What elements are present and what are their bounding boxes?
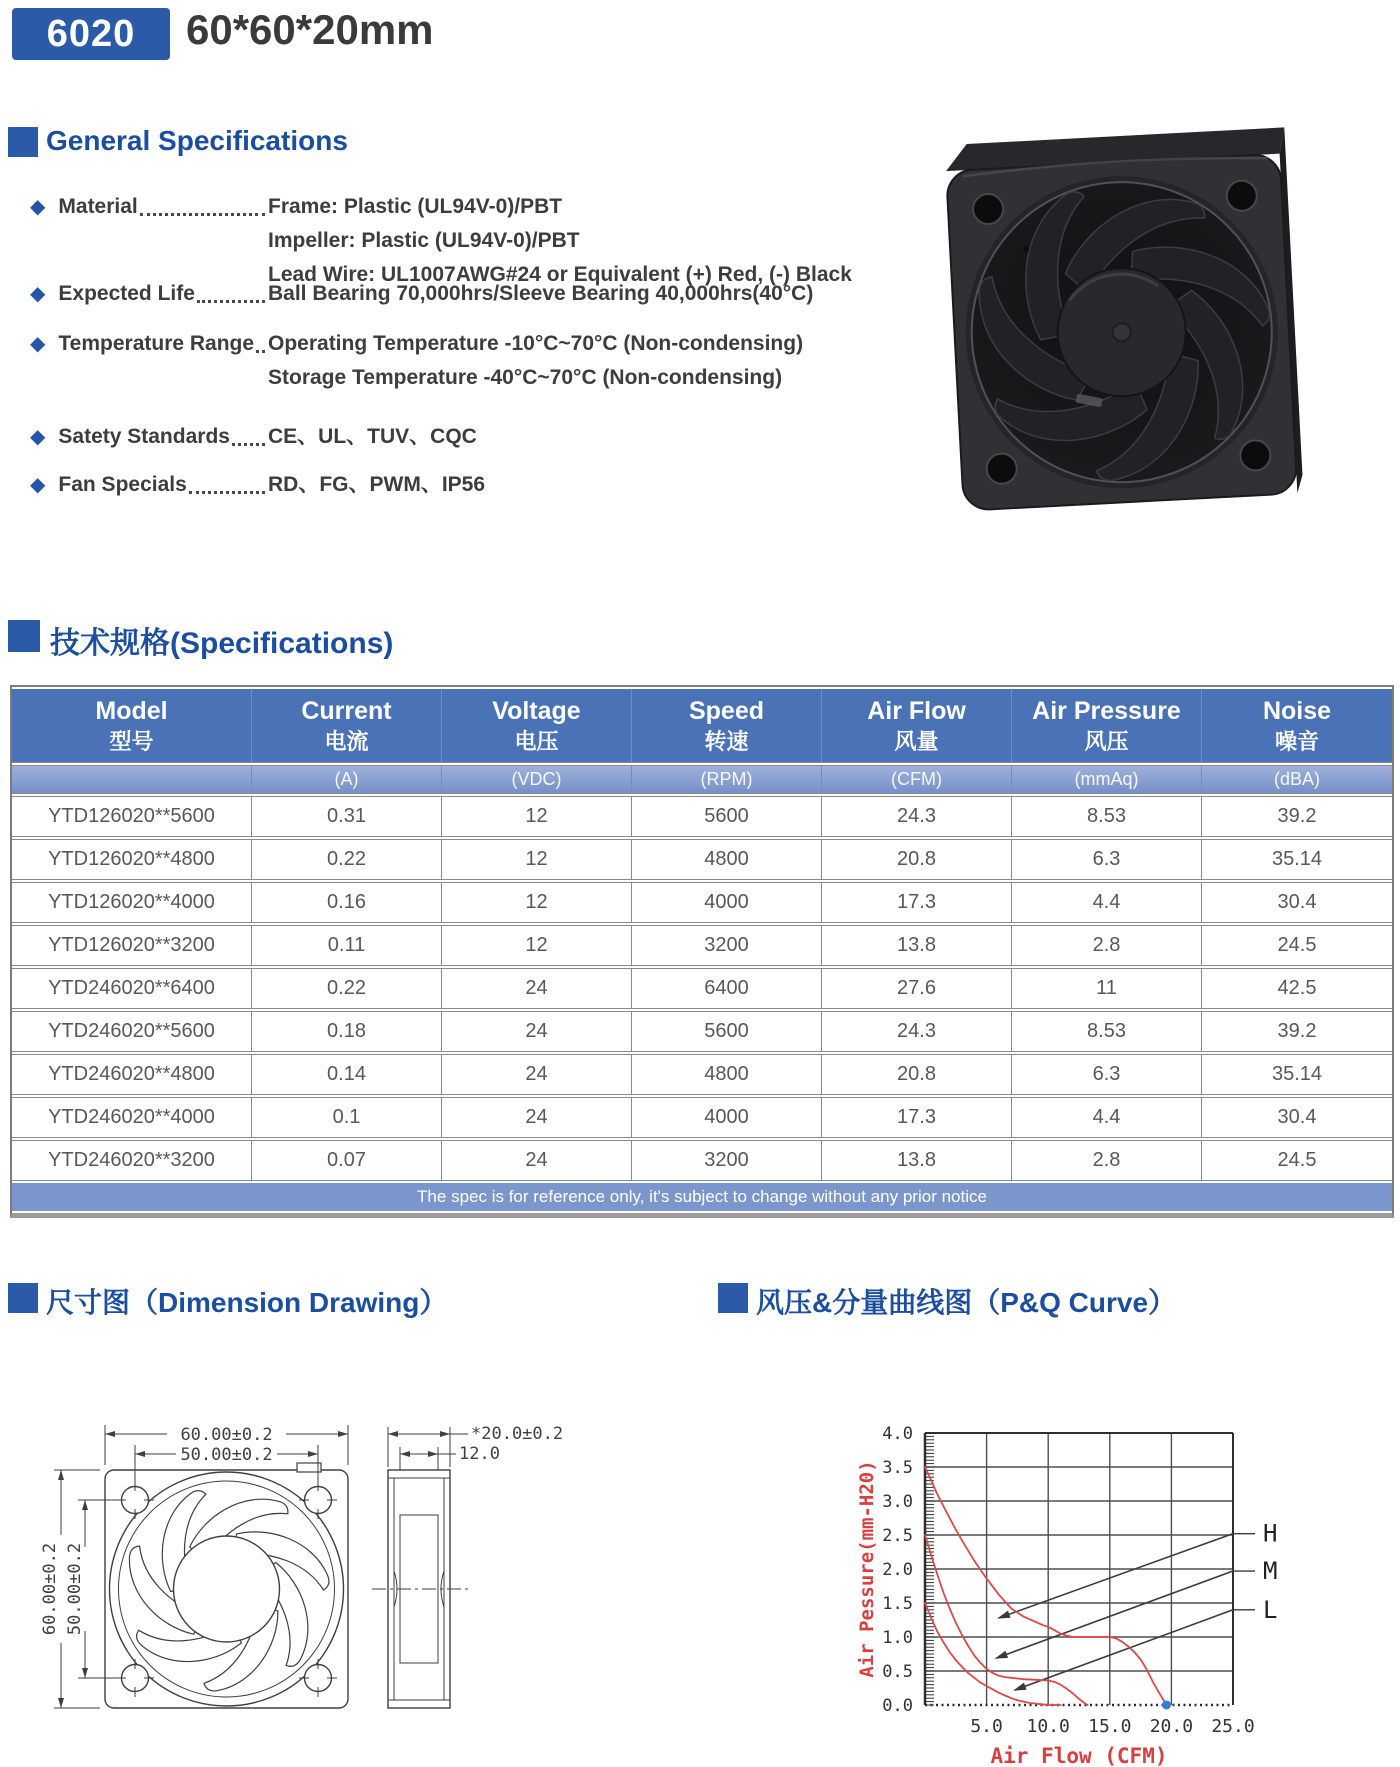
- spec-item-lead: [30, 277, 268, 311]
- cell-model: YTD246020**6400: [12, 968, 252, 1009]
- col-unit: (RPM): [632, 765, 822, 794]
- dimension-drawing: [10, 1375, 630, 1767]
- cell-value: 13.8: [822, 925, 1012, 966]
- cell-value: 5600: [632, 796, 822, 837]
- spec-value-line: RD、FG、PWM、IP56: [268, 473, 486, 496]
- spec-value-line: Operating Temperature -10°C~70°C (Non-condensing): [268, 332, 804, 355]
- col-header-en: Current: [301, 697, 392, 725]
- cell-value: 0.18: [252, 1011, 442, 1052]
- cell-value: 0.31: [252, 796, 442, 837]
- svg-text:4.0: 4.0: [882, 1424, 913, 1444]
- section-square-icon: [718, 1283, 748, 1313]
- cell-value: 24.5: [1202, 925, 1392, 966]
- table-footnote-row: [12, 1183, 1392, 1211]
- col-header-air-pressure: [1012, 689, 1202, 763]
- svg-text:M: M: [1263, 1557, 1278, 1586]
- col-header-zh: 转速: [704, 728, 749, 754]
- svg-text:3.5: 3.5: [882, 1458, 913, 1478]
- dotted-leader: [140, 208, 265, 216]
- svg-text:2.0: 2.0: [882, 1560, 913, 1580]
- spec-value-line: Storage Temperature -40°C~70°C (Non-condensing): [268, 366, 783, 389]
- col-unit: (CFM): [822, 765, 1012, 794]
- table-footnote: The spec is for reference only, it's subject to change without any prior notice: [12, 1183, 1392, 1211]
- diamond-bullet-icon: ◆: [30, 426, 46, 448]
- pq-curve-chart: [740, 1330, 1400, 1767]
- section-square-icon: [8, 127, 38, 157]
- svg-text:0.5: 0.5: [882, 1662, 913, 1682]
- cell-value: 0.22: [252, 839, 442, 880]
- col-header-noise: [1202, 689, 1392, 763]
- svg-text:3.0: 3.0: [882, 1492, 913, 1512]
- cell-value: 0.07: [252, 1140, 442, 1181]
- spec-item-lead: [30, 327, 268, 361]
- general-specs-title: General Specifications: [46, 125, 348, 156]
- table-row: [12, 796, 1392, 837]
- cell-model: YTD126020**5600: [12, 796, 252, 837]
- col-header-en: Speed: [688, 697, 765, 725]
- spec-item-values: [268, 468, 485, 502]
- svg-text:50.00±0.2: 50.00±0.2: [65, 1542, 85, 1636]
- diamond-bullet-icon: ◆: [30, 283, 46, 305]
- model-code: 6020: [46, 12, 136, 55]
- col-header-model: [12, 689, 252, 763]
- spec-item-label: Temperature Range: [58, 332, 255, 355]
- svg-text:H: H: [1263, 1519, 1278, 1548]
- cell-value: 12: [442, 839, 632, 880]
- size-label: 60*60*20mm: [186, 6, 434, 53]
- spec-value-line: Impeller: Plastic (UL94V-0)/PBT: [268, 229, 580, 252]
- col-unit: (A): [252, 765, 442, 794]
- cell-value: 8.53: [1012, 1011, 1202, 1052]
- cell-value: 24.3: [822, 796, 1012, 837]
- svg-text:0.0: 0.0: [882, 1696, 913, 1716]
- pq-curve-title: 风压&分量曲线图（P&Q Curve）: [756, 1287, 1177, 1318]
- cell-value: 3200: [632, 925, 822, 966]
- col-header-zh: 风量: [894, 728, 939, 754]
- spec-table: [12, 687, 1392, 1213]
- table-units-row: [12, 765, 1392, 794]
- col-header-en: Noise: [1262, 697, 1332, 725]
- product-photo-fan: [930, 98, 1315, 528]
- cell-value: 35.14: [1202, 1054, 1392, 1095]
- col-header-zh: 风压: [1084, 728, 1129, 754]
- cell-value: 4800: [632, 839, 822, 880]
- cell-model: YTD126020**3200: [12, 925, 252, 966]
- cell-value: 30.4: [1202, 1097, 1392, 1138]
- dotted-leader: [189, 486, 265, 494]
- svg-text:Air Pessure(mm-H20): Air Pessure(mm-H20): [856, 1460, 878, 1678]
- cell-model: YTD246020**5600: [12, 1011, 252, 1052]
- col-header-en: Air Flow: [867, 697, 966, 725]
- spec-item-temperature-range: [30, 327, 910, 395]
- svg-text:1.5: 1.5: [882, 1594, 913, 1614]
- svg-text:50.00±0.2: 50.00±0.2: [180, 1445, 273, 1465]
- section-square-icon: [8, 1283, 38, 1313]
- cell-value: 0.1: [252, 1097, 442, 1138]
- cell-model: YTD126020**4000: [12, 882, 252, 923]
- col-unit: (dBA): [1202, 765, 1392, 794]
- cell-value: 4.4: [1012, 1097, 1202, 1138]
- spec-value-line: CE、UL、TUV、CQC: [268, 425, 477, 448]
- cell-value: 0.16: [252, 882, 442, 923]
- spec-value-line: Lead Wire: UL1007AWG#24 or Equivalent (+) Red, (-) Black: [268, 263, 852, 286]
- cell-value: 8.53: [1012, 796, 1202, 837]
- svg-text:5.0: 5.0: [970, 1716, 1003, 1737]
- cell-value: 24: [442, 1011, 632, 1052]
- cell-value: 24.3: [822, 1011, 1012, 1052]
- spec-item-satety-standards: [30, 420, 910, 454]
- svg-text:20.0: 20.0: [1149, 1716, 1194, 1737]
- cell-value: 20.8: [822, 1054, 1012, 1095]
- cell-value: 12: [442, 882, 632, 923]
- cell-value: 2.8: [1012, 925, 1202, 966]
- cell-value: 11: [1012, 968, 1202, 1009]
- col-unit: (VDC): [442, 765, 632, 794]
- spec-item-label: Fan Specials: [58, 473, 187, 496]
- col-header-en: Model: [95, 697, 168, 725]
- fan-photo-group: [942, 127, 1303, 510]
- cell-value: 17.3: [822, 1097, 1012, 1138]
- cell-value: 39.2: [1202, 1011, 1392, 1052]
- cell-value: 24: [442, 1097, 632, 1138]
- model-badge: [12, 8, 170, 60]
- svg-text:*20.0±0.2: *20.0±0.2: [471, 1424, 564, 1444]
- cell-value: 12: [442, 796, 632, 837]
- cell-model: YTD246020**4800: [12, 1054, 252, 1095]
- spec-item-lead: [30, 420, 268, 454]
- cell-value: 24: [442, 968, 632, 1009]
- cell-value: 30.4: [1202, 882, 1392, 923]
- dimension-title: 尺寸图（Dimension Drawing）: [46, 1287, 448, 1318]
- spec-item-expected-life: [30, 277, 910, 311]
- spec-item-lead: [30, 468, 268, 502]
- table-row: [12, 839, 1392, 880]
- svg-text:12.0: 12.0: [459, 1444, 500, 1464]
- table-header-row: [12, 689, 1392, 763]
- dotted-leader: [232, 438, 265, 446]
- svg-text:10.0: 10.0: [1026, 1716, 1070, 1737]
- dotted-leader: [197, 295, 265, 303]
- spec-item-fan-specials: [30, 468, 910, 502]
- col-header-en: Air Pressure: [1032, 697, 1181, 725]
- cell-model: YTD126020**4800: [12, 839, 252, 880]
- table-row: [12, 968, 1392, 1009]
- cell-value: 4000: [632, 882, 822, 923]
- cell-value: 6.3: [1012, 1054, 1202, 1095]
- cell-value: 4.4: [1012, 882, 1202, 923]
- col-header-air-flow: [822, 689, 1012, 763]
- table-row: [12, 1054, 1392, 1095]
- svg-text:1.0: 1.0: [882, 1628, 913, 1648]
- col-header-speed: [632, 689, 822, 763]
- cell-value: 0.14: [252, 1054, 442, 1095]
- cell-value: 39.2: [1202, 796, 1392, 837]
- cell-value: 4000: [632, 1097, 822, 1138]
- col-header-zh: 型号: [109, 728, 154, 754]
- cell-value: 35.14: [1202, 839, 1392, 880]
- dotted-leader: [256, 345, 265, 353]
- svg-text:2.5: 2.5: [882, 1526, 913, 1546]
- spec-item-values: [268, 327, 803, 395]
- cell-value: 6400: [632, 968, 822, 1009]
- table-row: [12, 1140, 1392, 1181]
- col-header-zh: 电流: [324, 728, 369, 754]
- cell-value: 3200: [632, 1140, 822, 1181]
- cell-value: 6.3: [1012, 839, 1202, 880]
- cell-value: 27.6: [822, 968, 1012, 1009]
- diamond-bullet-icon: ◆: [30, 474, 46, 496]
- col-header-en: Voltage: [492, 697, 581, 725]
- spec-item-values: [268, 277, 813, 311]
- cell-value: 24: [442, 1140, 632, 1181]
- spec-item-lead: [30, 190, 268, 224]
- table-row: [12, 925, 1392, 966]
- table-row: [12, 1097, 1392, 1138]
- cell-value: 0.11: [252, 925, 442, 966]
- col-header-zh: 噪音: [1274, 728, 1319, 754]
- cell-value: 2.8: [1012, 1140, 1202, 1181]
- table-row: [12, 882, 1392, 923]
- svg-text:60.00±0.2: 60.00±0.2: [180, 1425, 273, 1445]
- spec-table-wrapper: [10, 685, 1394, 1218]
- cell-value: 5600: [632, 1011, 822, 1052]
- diamond-bullet-icon: ◆: [30, 196, 46, 218]
- cell-value: 24.5: [1202, 1140, 1392, 1181]
- spec-item-label: Satety Standards: [58, 425, 230, 448]
- cell-value: 0.22: [252, 968, 442, 1009]
- cell-value: 12: [442, 925, 632, 966]
- svg-text:Air Flow (CFM): Air Flow (CFM): [990, 1744, 1168, 1767]
- cell-value: 4800: [632, 1054, 822, 1095]
- col-header-current: [252, 689, 442, 763]
- col-header-voltage: [442, 689, 632, 763]
- svg-text:15.0: 15.0: [1088, 1716, 1132, 1737]
- col-header-zh: 电压: [514, 728, 559, 754]
- spec-item-label: Expected Life: [58, 282, 195, 305]
- spec-value-line: Ball Bearing 70,000hrs/Sleeve Bearing 40,000hrs(40°C): [268, 282, 814, 305]
- spec-item-label: Material: [58, 195, 138, 218]
- svg-text:L: L: [1263, 1595, 1278, 1624]
- svg-text:25.0: 25.0: [1211, 1716, 1255, 1737]
- svg-text:60.00±0.2: 60.00±0.2: [40, 1542, 60, 1636]
- cell-value: 42.5: [1202, 968, 1392, 1009]
- table-row: [12, 1011, 1392, 1052]
- col-unit: [12, 765, 252, 794]
- cell-value: 20.8: [822, 839, 1012, 880]
- spec-value-line: Frame: Plastic (UL94V-0)/PBT: [268, 195, 563, 218]
- spec-table-title: 技术规格(Specifications): [50, 627, 394, 660]
- cell-model: YTD246020**4000: [12, 1097, 252, 1138]
- cell-value: 13.8: [822, 1140, 1012, 1181]
- spec-item-values: [268, 420, 477, 454]
- cell-value: 17.3: [822, 882, 1012, 923]
- col-unit: (mmAq): [1012, 765, 1202, 794]
- cell-value: 24: [442, 1054, 632, 1095]
- section-square-icon: [8, 620, 40, 652]
- diamond-bullet-icon: ◆: [30, 333, 46, 355]
- cell-model: YTD246020**3200: [12, 1140, 252, 1181]
